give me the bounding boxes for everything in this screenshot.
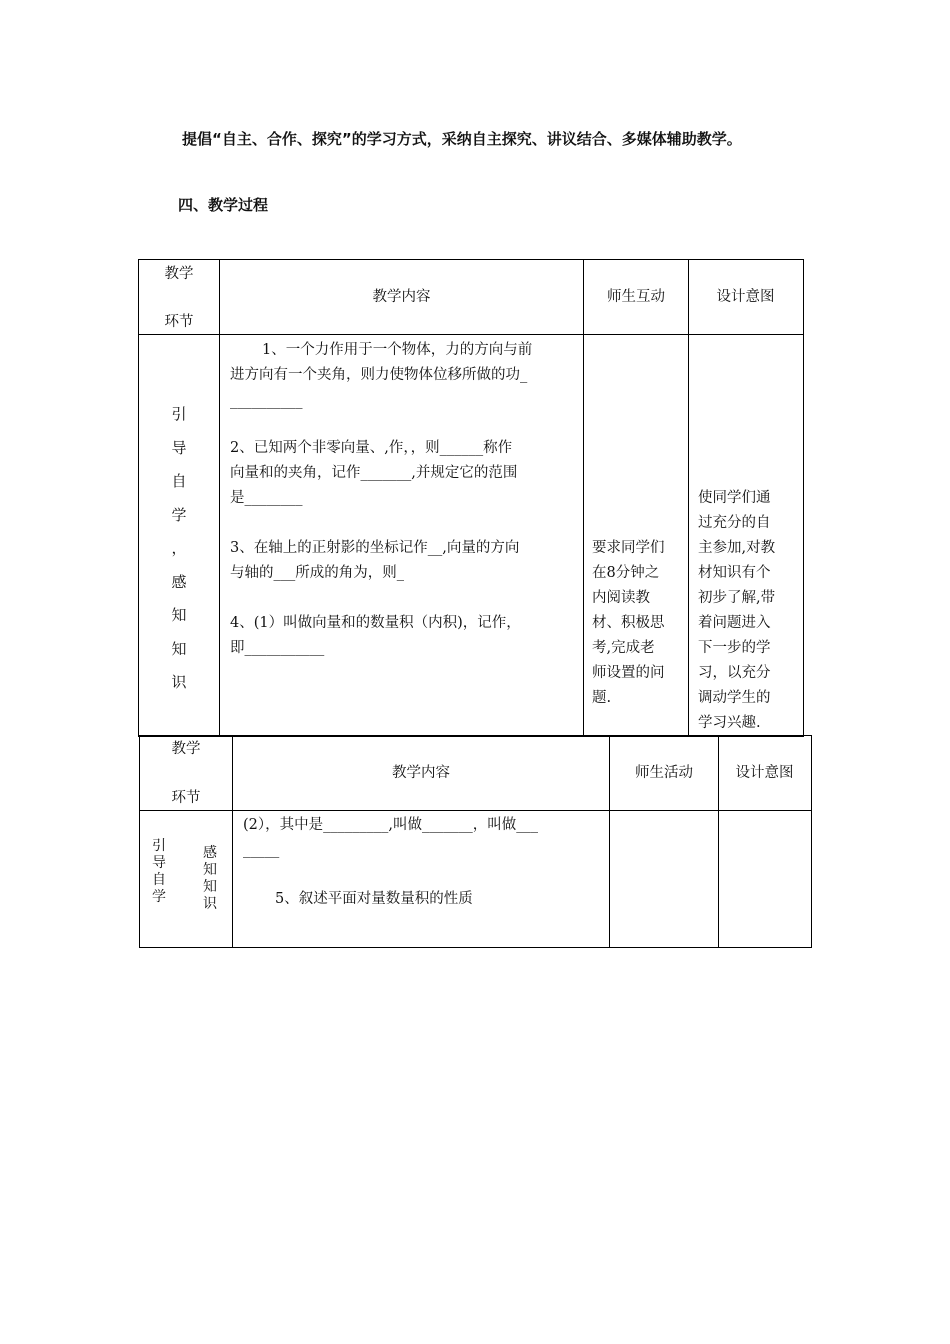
table2-header-stage-bottom: 环节 — [171, 790, 201, 806]
content-line: 进方向有一个夹角，则力使物体位移所做的功_ — [230, 367, 528, 383]
table1-stage-cell — [139, 398, 219, 700]
content-line: 4、(1）叫做向量和的数量积（内积)，记作， — [230, 615, 521, 631]
stage-char: 导 — [171, 438, 187, 457]
intent-line: 初步了解,带 — [698, 590, 776, 606]
intent-line: 下一步的学 — [698, 640, 771, 656]
content-line: __________ — [230, 393, 303, 409]
content-line: (2），其中是_________,叫做_______，叫做___ — [243, 817, 538, 833]
intro-paragraph: 提倡“自主、合作、探究”的学习方式，采纳自主探究、讲议结合、多媒体辅助教学。 — [182, 130, 742, 148]
content-line: 5、叙述平面对量数量积的性质 — [275, 891, 473, 907]
table2-stage-col1 — [152, 838, 166, 906]
interaction-line: 材、积极思 — [592, 615, 665, 631]
section-title: 四、教学过程 — [178, 196, 269, 214]
interaction-line: 考,完成老 — [592, 640, 655, 656]
content-line: 2、已知两个非零向量、,作，，则______称作 — [230, 440, 513, 456]
table2-header-intent: 设计意图 — [735, 765, 794, 781]
table2-header-divider — [139, 810, 811, 811]
content-line: 即___________ — [230, 640, 325, 656]
content-line: 向量和的夹角，记作_______,并规定它的范围 — [230, 465, 518, 481]
intent-line: 主参加,对教 — [698, 540, 776, 556]
stage-char: 引 — [152, 838, 166, 854]
stage-char: 引 — [171, 405, 187, 423]
content-line: 1、一个力作用于一个物体，力的方向与前 — [262, 342, 533, 358]
stage-char: 知 — [171, 606, 187, 624]
intent-line: 过充分的自 — [698, 515, 771, 531]
stage-char: 感 — [171, 572, 187, 591]
table1-col-divider — [583, 259, 584, 736]
stage-char: 知 — [171, 639, 187, 658]
table1-header-stage-bottom: 环节 — [164, 314, 194, 330]
interaction-line: 师设置的问 — [592, 665, 665, 681]
intent-line: 材知识有个 — [698, 565, 771, 581]
interaction-line: 内阅读教 — [592, 590, 650, 606]
table1-col-divider — [688, 259, 689, 736]
table2-header-activity: 师生活动 — [635, 765, 693, 781]
interaction-line: 在8分钟之 — [592, 565, 660, 581]
table1-header-intent: 设计意图 — [716, 289, 775, 305]
table1-header-content: 教学内容 — [372, 289, 431, 305]
content-line: 3、在轴上的正射影的坐标记作__,向量的方向 — [230, 540, 520, 556]
intent-line: 着问题进入 — [698, 615, 771, 631]
table1-interaction-cell — [592, 536, 665, 711]
table1-col-divider — [219, 259, 220, 736]
stage-char: 自 — [152, 872, 166, 888]
stage-char: 学 — [152, 889, 166, 905]
stage-char: 知 — [203, 862, 217, 878]
stage-char: 感 — [203, 845, 217, 861]
table1-header-interaction: 师生互动 — [607, 289, 665, 305]
stage-char: 导 — [152, 855, 166, 871]
intent-line: 调动学生的 — [698, 690, 771, 706]
table2-header-stage-top: 教学 — [171, 741, 201, 757]
stage-char: 识 — [171, 673, 187, 691]
table2-header-content: 教学内容 — [392, 765, 450, 781]
stage-char: 知 — [203, 879, 217, 895]
interaction-line: 题. — [592, 690, 612, 706]
table1-header-divider — [138, 334, 803, 335]
table1-intent-cell — [698, 486, 775, 736]
content-line: _____ — [243, 842, 280, 858]
content-line: 是________ — [230, 490, 303, 506]
stage-char: 识 — [203, 896, 217, 912]
intent-line: 使同学们通 — [698, 490, 771, 506]
content-line: 与轴的___所成的角为，则_ — [230, 565, 404, 581]
stage-char: ， — [171, 539, 187, 557]
intent-line: 学习兴趣. — [698, 715, 761, 731]
interaction-line: 要求同学们 — [592, 540, 665, 556]
stage-char: 自 — [171, 472, 187, 490]
table2-stage-col2 — [203, 845, 217, 913]
table1-header-stage-top: 教学 — [164, 266, 194, 282]
intent-line: 习，以充分 — [698, 665, 771, 681]
stage-char: 学 — [171, 505, 187, 524]
